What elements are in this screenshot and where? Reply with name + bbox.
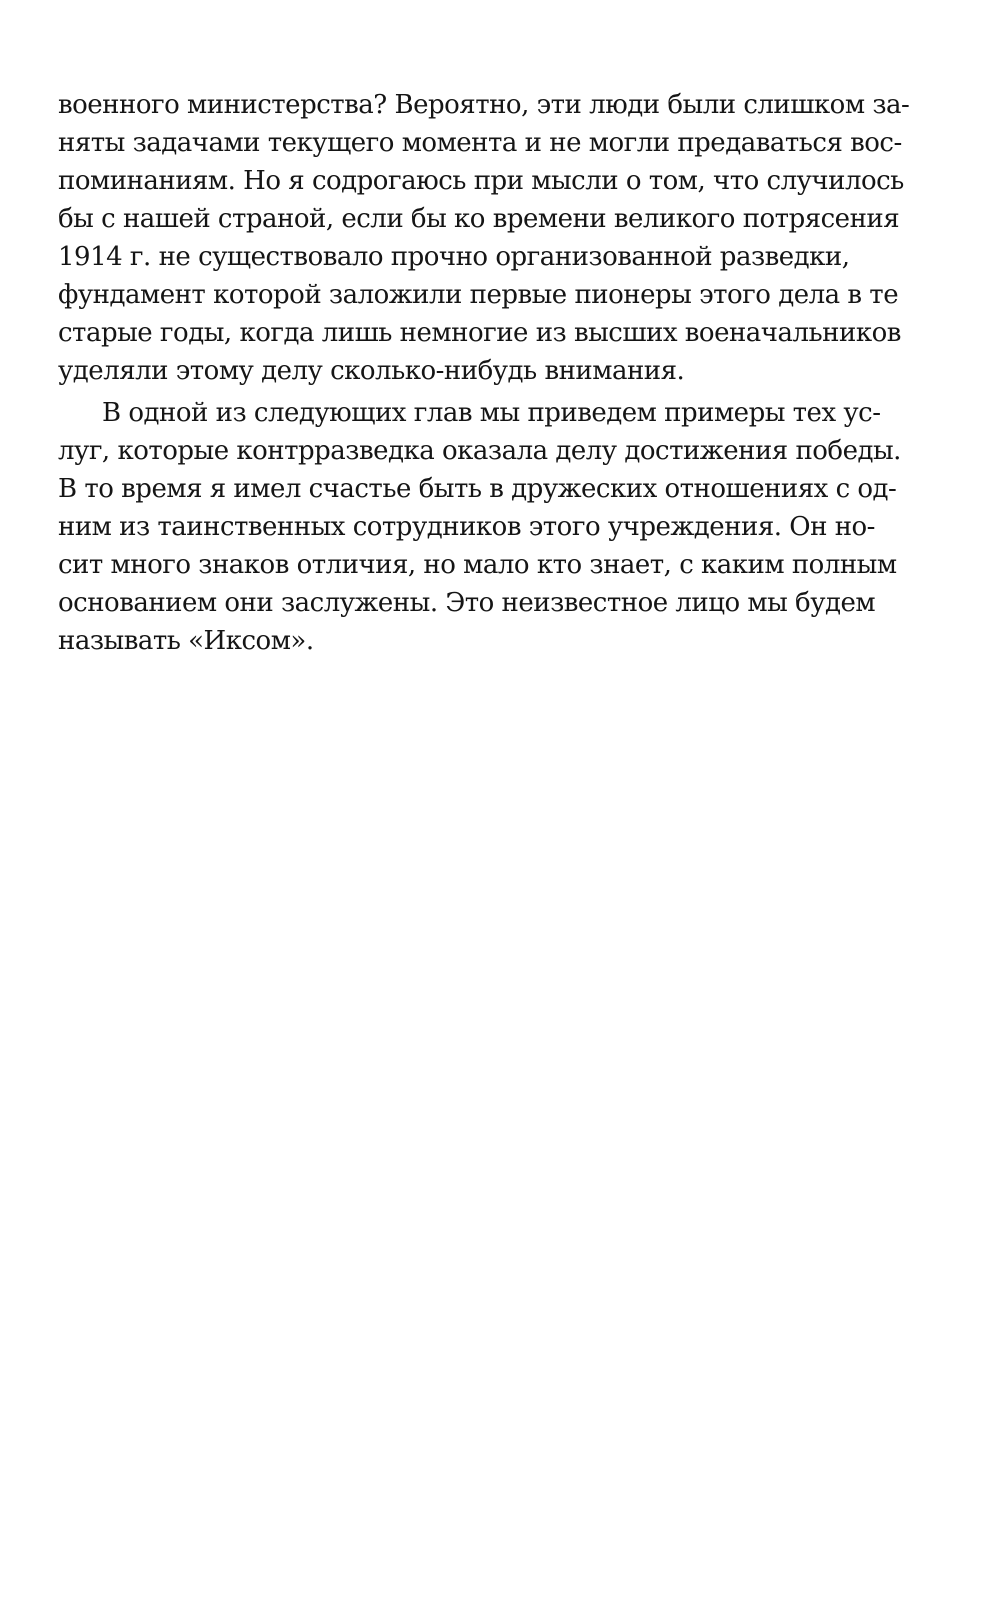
- text-line: бы с нашей страной, если бы ко времени великого потрясения: [58, 204, 900, 234]
- text-line: называть «Иксом».: [58, 626, 314, 656]
- paragraph-2: [58, 394, 901, 660]
- text-line: В то время я имел счастье быть в дружеских отношениях с од-: [58, 474, 897, 504]
- paragraph-1: [58, 86, 910, 390]
- text-line: луг, которые контрразведка оказала делу достижения победы.: [58, 436, 901, 466]
- text-line: ним из таинственных сотрудников этого учреждения. Он но-: [58, 512, 875, 542]
- text-line: старые годы, когда лишь немногие из высших военачальников: [58, 318, 901, 348]
- text-line: уделяли этому делу сколько-нибудь внимания.: [58, 356, 685, 386]
- text-line: поминаниям. Но я содрогаюсь при мысли о том, что случилось: [58, 166, 904, 196]
- text-line: В одной из следующих глав мы приведем примеры тех ус-: [102, 398, 881, 428]
- text-line: военного министерства? Вероятно, эти люди были слишком за-: [58, 90, 910, 120]
- text-line: основанием они заслужены. Это неизвестное лицо мы будем: [58, 588, 876, 618]
- body-text: [58, 86, 910, 660]
- text-line: сит много знаков отличия, но мало кто знает, с каким полным: [58, 550, 897, 580]
- text-line: фундамент которой заложили первые пионеры этого дела в те: [58, 280, 899, 310]
- text-line: 1914 г. не существовало прочно организованной разведки,: [58, 242, 850, 272]
- text-line: няты задачами текущего момента и не могли предаваться вос-: [58, 128, 902, 158]
